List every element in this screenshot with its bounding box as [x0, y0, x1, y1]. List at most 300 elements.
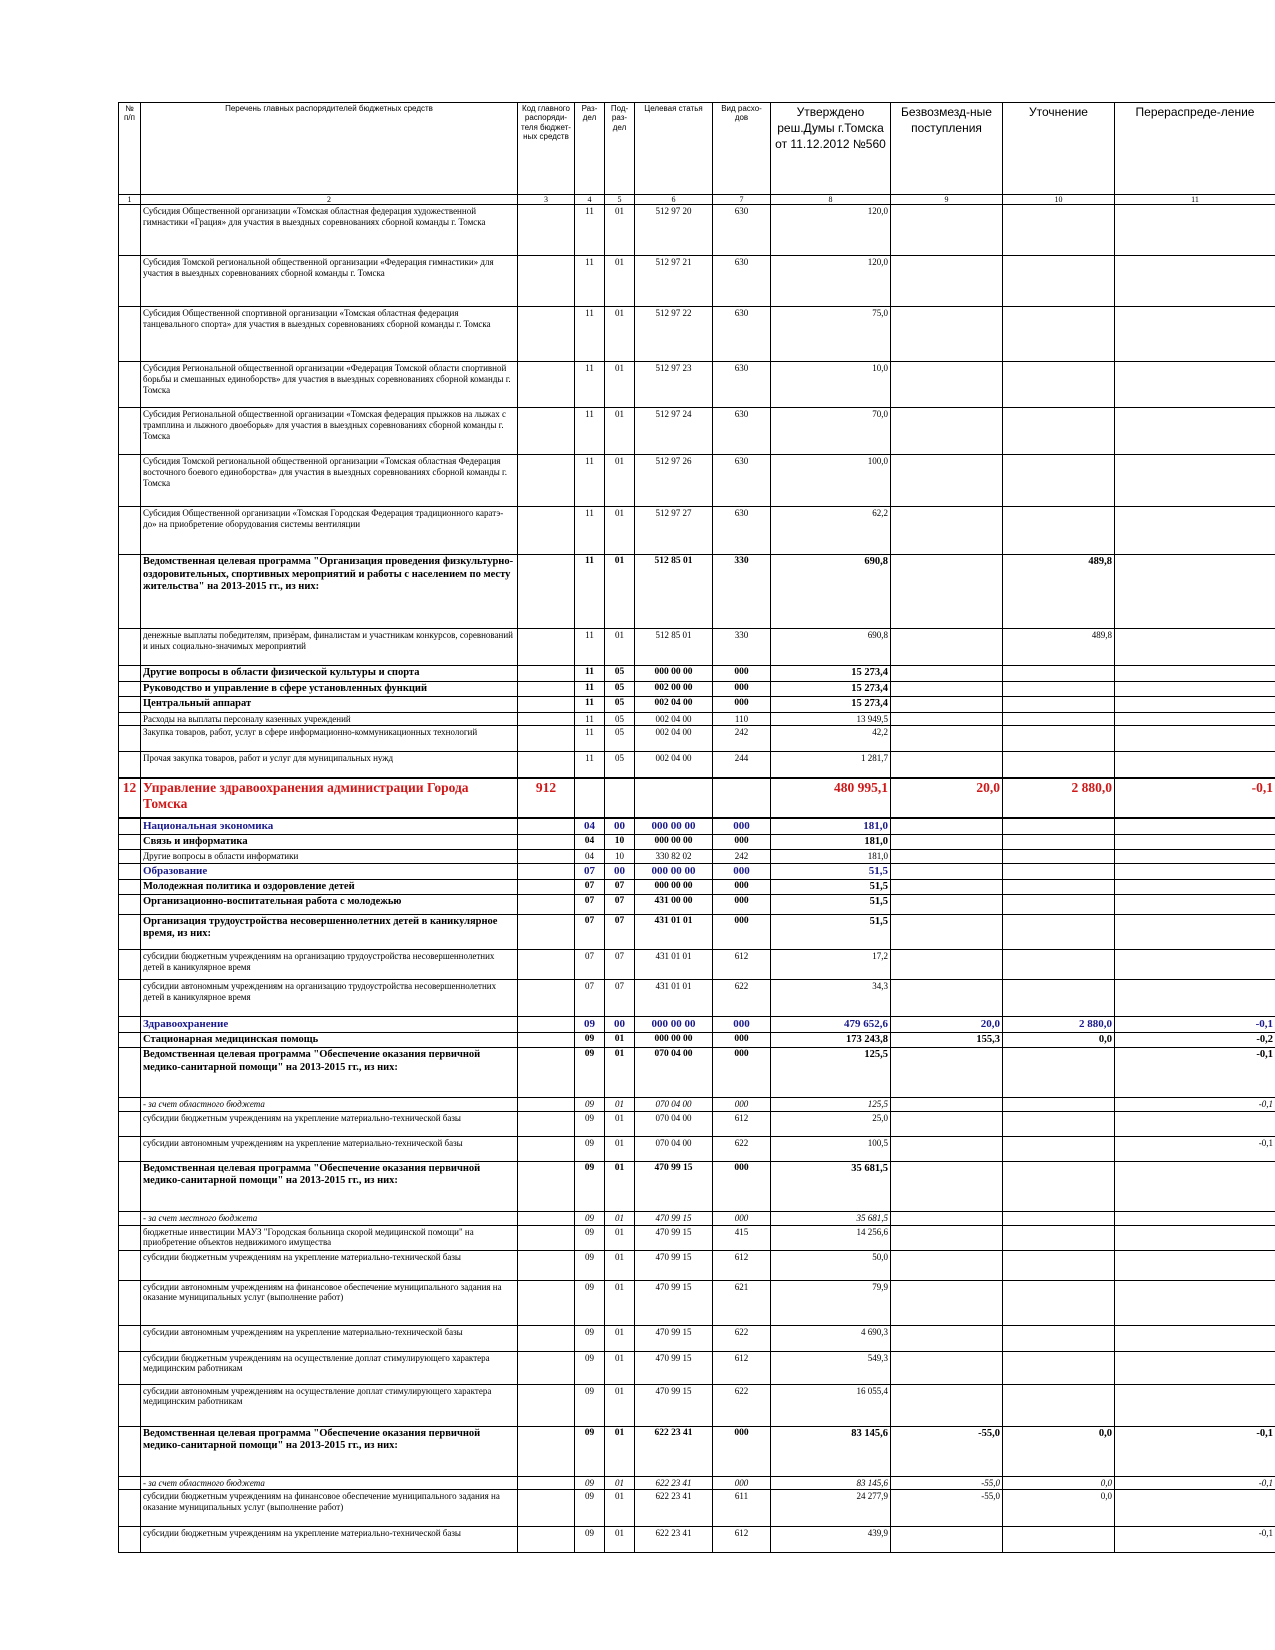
article-cell: 470 99 15 [635, 1225, 713, 1250]
colnum: 10 [1003, 195, 1115, 205]
refine-cell [1003, 1111, 1115, 1136]
free-cell [891, 1384, 1003, 1426]
podrazdel-cell: 05 [605, 752, 635, 778]
row-name: Ведомственная целевая программа "Обеспечение оказания первичной медико-санитарной помощи" на 2013-2015 гг., из них: [141, 1161, 518, 1211]
podrazdel-cell: 01 [605, 307, 635, 362]
redistribution-cell [1115, 1250, 1275, 1280]
colnum: 9 [891, 195, 1003, 205]
free-cell [891, 666, 1003, 681]
razdel-cell: 11 [575, 362, 605, 408]
table-row [119, 752, 1275, 778]
razdel-cell: 11 [575, 697, 605, 712]
article-cell: 070 04 00 [635, 1111, 713, 1136]
refine-cell [1003, 1211, 1115, 1225]
vid-cell: 000 [713, 879, 771, 894]
row-number [119, 1225, 141, 1250]
article-cell: 070 04 00 [635, 1098, 713, 1112]
colnum: 1 [119, 195, 141, 205]
gr-code [518, 863, 575, 879]
approved-cell: 173 243,8 [771, 1032, 891, 1047]
razdel-cell: 11 [575, 307, 605, 362]
free-cell [891, 894, 1003, 914]
vid-cell: 612 [713, 1111, 771, 1136]
refine-cell [1003, 681, 1115, 696]
table-row [119, 863, 1275, 879]
podrazdel-cell: 05 [605, 712, 635, 726]
row-name: субсидии автономным учреждениям на финансовое обеспечение муниципального задания на оказание муниципальных услуг (выполнение работ) [141, 1280, 518, 1325]
gr-code [518, 666, 575, 681]
gr-code [518, 1225, 575, 1250]
free-cell [891, 1098, 1003, 1112]
redistribution-cell [1115, 1325, 1275, 1351]
article-cell: 470 99 15 [635, 1280, 713, 1325]
refine-cell [1003, 1250, 1115, 1280]
podrazdel-cell: 07 [605, 949, 635, 979]
refine-cell: 0,0 [1003, 1490, 1115, 1527]
free-cell [891, 629, 1003, 666]
vid-cell: 612 [713, 1250, 771, 1280]
article-cell: 512 85 01 [635, 629, 713, 666]
refine-cell [1003, 1527, 1115, 1553]
free-cell [891, 712, 1003, 726]
table-row [119, 1351, 1275, 1384]
podrazdel-cell: 01 [605, 1136, 635, 1161]
vid-cell: 622 [713, 1384, 771, 1426]
vid-cell: 415 [713, 1225, 771, 1250]
row-name: Организационно-воспитательная работа с молодежью [141, 894, 518, 914]
redistribution-cell [1115, 1384, 1275, 1426]
table-row [119, 1250, 1275, 1280]
gr-code [518, 914, 575, 949]
row-name: бюджетные инвестиции МАУЗ "Городская больница скорой медицинской помощи" на приобретение объектов недвижимого имущества [141, 1225, 518, 1250]
refine-cell [1003, 362, 1115, 408]
razdel-cell: 11 [575, 205, 605, 256]
refine-cell: 0,0 [1003, 1032, 1115, 1047]
vid-cell: 630 [713, 408, 771, 455]
gr-code [518, 712, 575, 726]
article-cell: 622 23 41 [635, 1426, 713, 1476]
row-name: Расходы на выплаты персоналу казенных учреждений [141, 712, 518, 726]
vid-cell: 622 [713, 1325, 771, 1351]
row-name: Субсидия Региональной общественной организации «Томская федерация прыжков на лыжах с трамплина и лыжного двоеборья» для участия в выездных соревнованиях сборной команды г. Томска [141, 408, 518, 455]
approved-cell: 690,8 [771, 629, 891, 666]
razdel-cell: 11 [575, 256, 605, 307]
refine-cell [1003, 712, 1115, 726]
gr-code [518, 1351, 575, 1384]
approved-cell: 42,2 [771, 726, 891, 752]
razdel-cell: 11 [575, 555, 605, 629]
row-name: субсидии автономным учреждениям на осуществление доплат стимулирующего характера медицинским работникам [141, 1384, 518, 1426]
redistribution-cell: -0,1 [1115, 1136, 1275, 1161]
razdel-cell: 09 [575, 1426, 605, 1476]
approved-cell: 125,5 [771, 1098, 891, 1112]
redistribution-cell: -0,1 [1115, 1527, 1275, 1553]
row-number [119, 1280, 141, 1325]
redistribution-cell [1115, 1161, 1275, 1211]
gr-code [518, 834, 575, 849]
approved-cell: 181,0 [771, 850, 891, 864]
podrazdel-cell: 01 [605, 1048, 635, 1098]
podrazdel-cell: 07 [605, 979, 635, 1016]
podrazdel-cell: 01 [605, 629, 635, 666]
vid-cell: 000 [713, 914, 771, 949]
article-cell: 622 23 41 [635, 1476, 713, 1490]
razdel-cell: 07 [575, 949, 605, 979]
row-name: денежные выплаты победителям, призёрам, финалистам и участникам конкурсов, соревнований и иных социально-значимых мероприятий [141, 629, 518, 666]
gr-code [518, 256, 575, 307]
article-cell: 002 04 00 [635, 697, 713, 712]
razdel-cell: 11 [575, 726, 605, 752]
redistribution-cell: -0,1 [1115, 778, 1275, 818]
redistribution-cell [1115, 914, 1275, 949]
vid-cell: 000 [713, 1161, 771, 1211]
article-cell: 431 01 01 [635, 979, 713, 1016]
colnum: 4 [575, 195, 605, 205]
podrazdel-cell: 01 [605, 455, 635, 507]
row-number [119, 979, 141, 1016]
table-row [119, 1211, 1275, 1225]
approved-cell: 181,0 [771, 834, 891, 849]
free-cell [891, 834, 1003, 849]
free-cell [891, 726, 1003, 752]
razdel-cell: 09 [575, 1325, 605, 1351]
table-row [119, 818, 1275, 834]
podrazdel-cell: 05 [605, 697, 635, 712]
gr-code [518, 629, 575, 666]
free-cell [891, 979, 1003, 1016]
budget-table [118, 102, 1275, 1553]
podrazdel-cell: 01 [605, 507, 635, 555]
podrazdel-cell: 01 [605, 362, 635, 408]
free-cell: -55,0 [891, 1476, 1003, 1490]
row-number [119, 949, 141, 979]
podrazdel-cell: 10 [605, 834, 635, 849]
razdel-cell: 04 [575, 834, 605, 849]
razdel-cell: 09 [575, 1111, 605, 1136]
approved-cell: 51,5 [771, 879, 891, 894]
row-name: Управление здравоохранения администрации Города Томска [141, 778, 518, 818]
podrazdel-cell: 01 [605, 1490, 635, 1527]
podrazdel-cell: 05 [605, 666, 635, 681]
row-name: Субсидия Региональной общественной организации «Федерация Томской области спортивной борьбы и смешанных единоборств» для участия в выездных соревнованиях сборной команды г. Томска [141, 362, 518, 408]
column-number-row [119, 195, 1275, 205]
row-name: субсидии автономным учреждениям на укрепление материально-технической базы [141, 1136, 518, 1161]
row-name: субсидии бюджетным учреждениям на организацию трудоустройства несовершеннолетних детей в каникулярное время [141, 949, 518, 979]
article-cell [635, 778, 713, 818]
table-body [119, 205, 1275, 1553]
article-cell: 512 97 21 [635, 256, 713, 307]
free-cell: 20,0 [891, 1016, 1003, 1032]
free-cell [891, 1111, 1003, 1136]
razdel-cell: 11 [575, 752, 605, 778]
redistribution-cell [1115, 879, 1275, 894]
approved-cell: 17,2 [771, 949, 891, 979]
redistribution-cell [1115, 455, 1275, 507]
razdel-cell: 09 [575, 1351, 605, 1384]
refine-cell [1003, 1136, 1115, 1161]
razdel-cell: 11 [575, 408, 605, 455]
refine-cell [1003, 1048, 1115, 1098]
row-number [119, 697, 141, 712]
gr-code [518, 1161, 575, 1211]
redistribution-cell: -0,1 [1115, 1016, 1275, 1032]
row-number [119, 205, 141, 256]
row-name: - за счет областного бюджета [141, 1098, 518, 1112]
row-number [119, 1111, 141, 1136]
article-cell: 070 04 00 [635, 1048, 713, 1098]
razdel-cell: 09 [575, 1250, 605, 1280]
row-number [119, 1016, 141, 1032]
vid-cell: 622 [713, 1136, 771, 1161]
table-row [119, 1280, 1275, 1325]
article-cell: 512 97 26 [635, 455, 713, 507]
redistribution-cell: -0,1 [1115, 1476, 1275, 1490]
row-number [119, 1351, 141, 1384]
free-cell [891, 1250, 1003, 1280]
vid-cell [713, 778, 771, 818]
article-cell: 512 97 23 [635, 362, 713, 408]
table-row [119, 1016, 1275, 1032]
redistribution-cell: -0,1 [1115, 1098, 1275, 1112]
razdel-cell: 09 [575, 1161, 605, 1211]
row-name: Ведомственная целевая программа "Организация проведения физкультурно-оздоровительных, спортивных мероприятий и работы с населением по месту жительства" на 2013-2015 гг., из них: [141, 555, 518, 629]
razdel-cell: 11 [575, 507, 605, 555]
razdel-cell: 09 [575, 1225, 605, 1250]
article-cell: 002 04 00 [635, 712, 713, 726]
podrazdel-cell: 01 [605, 1426, 635, 1476]
row-number [119, 1136, 141, 1161]
article-cell: 070 04 00 [635, 1136, 713, 1161]
podrazdel-cell: 01 [605, 555, 635, 629]
redistribution-cell [1115, 408, 1275, 455]
approved-cell: 50,0 [771, 1250, 891, 1280]
razdel-cell: 11 [575, 629, 605, 666]
vid-cell: 622 [713, 979, 771, 1016]
vid-cell: 000 [713, 834, 771, 849]
approved-cell: 75,0 [771, 307, 891, 362]
razdel-cell: 07 [575, 863, 605, 879]
vid-cell: 000 [713, 1211, 771, 1225]
approved-cell: 120,0 [771, 256, 891, 307]
gr-code [518, 1098, 575, 1112]
refine-cell [1003, 666, 1115, 681]
table-row [119, 1161, 1275, 1211]
table-row [119, 1476, 1275, 1490]
razdel-cell: 09 [575, 1490, 605, 1527]
row-name: - за счет областного бюджета [141, 1476, 518, 1490]
redistribution-cell [1115, 949, 1275, 979]
table-row [119, 778, 1275, 818]
razdel-cell: 09 [575, 1048, 605, 1098]
free-cell [891, 408, 1003, 455]
free-cell [891, 1280, 1003, 1325]
approved-cell: 100,0 [771, 455, 891, 507]
table-row [119, 555, 1275, 629]
gr-code [518, 307, 575, 362]
refine-cell [1003, 850, 1115, 864]
free-cell [891, 1325, 1003, 1351]
razdel-cell: 09 [575, 1280, 605, 1325]
table-row [119, 879, 1275, 894]
article-cell: 000 00 00 [635, 863, 713, 879]
podrazdel-cell: 07 [605, 894, 635, 914]
approved-cell: 13 949,5 [771, 712, 891, 726]
podrazdel-cell: 01 [605, 1098, 635, 1112]
podrazdel-cell: 01 [605, 1280, 635, 1325]
podrazdel-cell: 05 [605, 726, 635, 752]
free-cell: -55,0 [891, 1490, 1003, 1527]
approved-cell: 439,9 [771, 1527, 891, 1553]
article-cell: 512 85 01 [635, 555, 713, 629]
refine-cell [1003, 726, 1115, 752]
row-name: субсидии автономным учреждениям на организацию трудоустройства несовершеннолетних детей в каникулярное время [141, 979, 518, 1016]
refine-cell [1003, 1161, 1115, 1211]
gr-code [518, 681, 575, 696]
redistribution-cell [1115, 752, 1275, 778]
gr-code [518, 979, 575, 1016]
redistribution-cell [1115, 834, 1275, 849]
refine-cell [1003, 1351, 1115, 1384]
approved-cell: 10,0 [771, 362, 891, 408]
col-podrazdel: Под-раз-дел [605, 103, 635, 195]
col-vid: Вид расхо-дов [713, 103, 771, 195]
free-cell: -55,0 [891, 1426, 1003, 1476]
podrazdel-cell: 01 [605, 1250, 635, 1280]
table-row [119, 726, 1275, 752]
table-row [119, 894, 1275, 914]
vid-cell: 000 [713, 894, 771, 914]
article-cell: 330 82 02 [635, 850, 713, 864]
table-row [119, 850, 1275, 864]
razdel-cell: 07 [575, 914, 605, 949]
row-number [119, 1384, 141, 1426]
vid-cell: 000 [713, 1426, 771, 1476]
approved-cell: 34,3 [771, 979, 891, 1016]
approved-cell: 4 690,3 [771, 1325, 891, 1351]
refine-cell [1003, 863, 1115, 879]
row-number [119, 1048, 141, 1098]
col-article: Целевая статья [635, 103, 713, 195]
refine-cell [1003, 205, 1115, 256]
colnum: 2 [141, 195, 518, 205]
vid-cell: 612 [713, 949, 771, 979]
vid-cell: 000 [713, 697, 771, 712]
row-number [119, 256, 141, 307]
vid-cell: 242 [713, 726, 771, 752]
row-name: Образование [141, 863, 518, 879]
podrazdel-cell: 01 [605, 256, 635, 307]
row-number [119, 307, 141, 362]
redistribution-cell [1115, 979, 1275, 1016]
redistribution-cell [1115, 1225, 1275, 1250]
table-row [119, 408, 1275, 455]
refine-cell [1003, 1384, 1115, 1426]
refine-cell: 489,8 [1003, 555, 1115, 629]
gr-code [518, 1384, 575, 1426]
free-cell [891, 256, 1003, 307]
row-number [119, 726, 141, 752]
approved-cell: 24 277,9 [771, 1490, 891, 1527]
article-cell: 470 99 15 [635, 1351, 713, 1384]
razdel-cell: 11 [575, 712, 605, 726]
row-name: субсидии автономным учреждениям на укрепление материально-технической базы [141, 1325, 518, 1351]
table-row [119, 1426, 1275, 1476]
row-name: Связь и информатика [141, 834, 518, 849]
vid-cell: 630 [713, 307, 771, 362]
row-number [119, 818, 141, 834]
vid-cell: 630 [713, 362, 771, 408]
podrazdel-cell: 01 [605, 1476, 635, 1490]
article-cell: 000 00 00 [635, 834, 713, 849]
approved-cell: 15 273,4 [771, 666, 891, 681]
budget-document [118, 102, 1275, 1553]
gr-code [518, 507, 575, 555]
article-cell: 000 00 00 [635, 879, 713, 894]
colnum: 5 [605, 195, 635, 205]
approved-cell: 549,3 [771, 1351, 891, 1384]
redistribution-cell [1115, 712, 1275, 726]
redistribution-cell: -0,2 [1115, 1032, 1275, 1047]
gr-code [518, 1527, 575, 1553]
article-cell: 622 23 41 [635, 1527, 713, 1553]
gr-code [518, 1250, 575, 1280]
refine-cell [1003, 697, 1115, 712]
row-name: субсидии бюджетным учреждениям на финансовое обеспечение муниципального задания на оказание муниципальных услуг (выполнение работ) [141, 1490, 518, 1527]
colnum: 7 [713, 195, 771, 205]
row-name: Ведомственная целевая программа "Обеспечение оказания первичной медико-санитарной помощи" на 2013-2015 гг., из них: [141, 1426, 518, 1476]
approved-cell: 15 273,4 [771, 681, 891, 696]
vid-cell: 630 [713, 455, 771, 507]
approved-cell: 480 995,1 [771, 778, 891, 818]
redistribution-cell [1115, 1490, 1275, 1527]
row-name: субсидии бюджетным учреждениям на осуществление доплат стимулирующего характера медицинским работникам [141, 1351, 518, 1384]
free-cell [891, 1527, 1003, 1553]
refine-cell: 2 880,0 [1003, 778, 1115, 818]
redistribution-cell: -0,1 [1115, 1426, 1275, 1476]
refine-cell [1003, 834, 1115, 849]
row-number [119, 629, 141, 666]
gr-code [518, 205, 575, 256]
free-cell [891, 863, 1003, 879]
podrazdel-cell: 01 [605, 1032, 635, 1047]
col-free: Безвозмезд-ные поступления [891, 103, 1003, 195]
refine-cell [1003, 507, 1115, 555]
col-redistribution: Перераспреде-ление [1115, 103, 1275, 195]
article-cell: 002 00 00 [635, 681, 713, 696]
free-cell [891, 1225, 1003, 1250]
redistribution-cell [1115, 697, 1275, 712]
razdel-cell: 09 [575, 1527, 605, 1553]
razdel-cell: 09 [575, 1384, 605, 1426]
row-name: Центральный аппарат [141, 697, 518, 712]
row-number [119, 681, 141, 696]
table-row [119, 1136, 1275, 1161]
row-number [119, 455, 141, 507]
article-cell: 431 01 01 [635, 949, 713, 979]
refine-cell [1003, 979, 1115, 1016]
row-number [119, 408, 141, 455]
redistribution-cell [1115, 1351, 1275, 1384]
free-cell [891, 752, 1003, 778]
row-name: Субсидия Общественной организации «Томская Городская Федерация традиционного каратэ-до» на приобретение оборудования системы вентиляции [141, 507, 518, 555]
podrazdel-cell: 01 [605, 1325, 635, 1351]
gr-code [518, 726, 575, 752]
table-row [119, 1325, 1275, 1351]
row-number [119, 850, 141, 864]
table-row [119, 712, 1275, 726]
row-name: Другие вопросы в области информатики [141, 850, 518, 864]
refine-cell [1003, 752, 1115, 778]
